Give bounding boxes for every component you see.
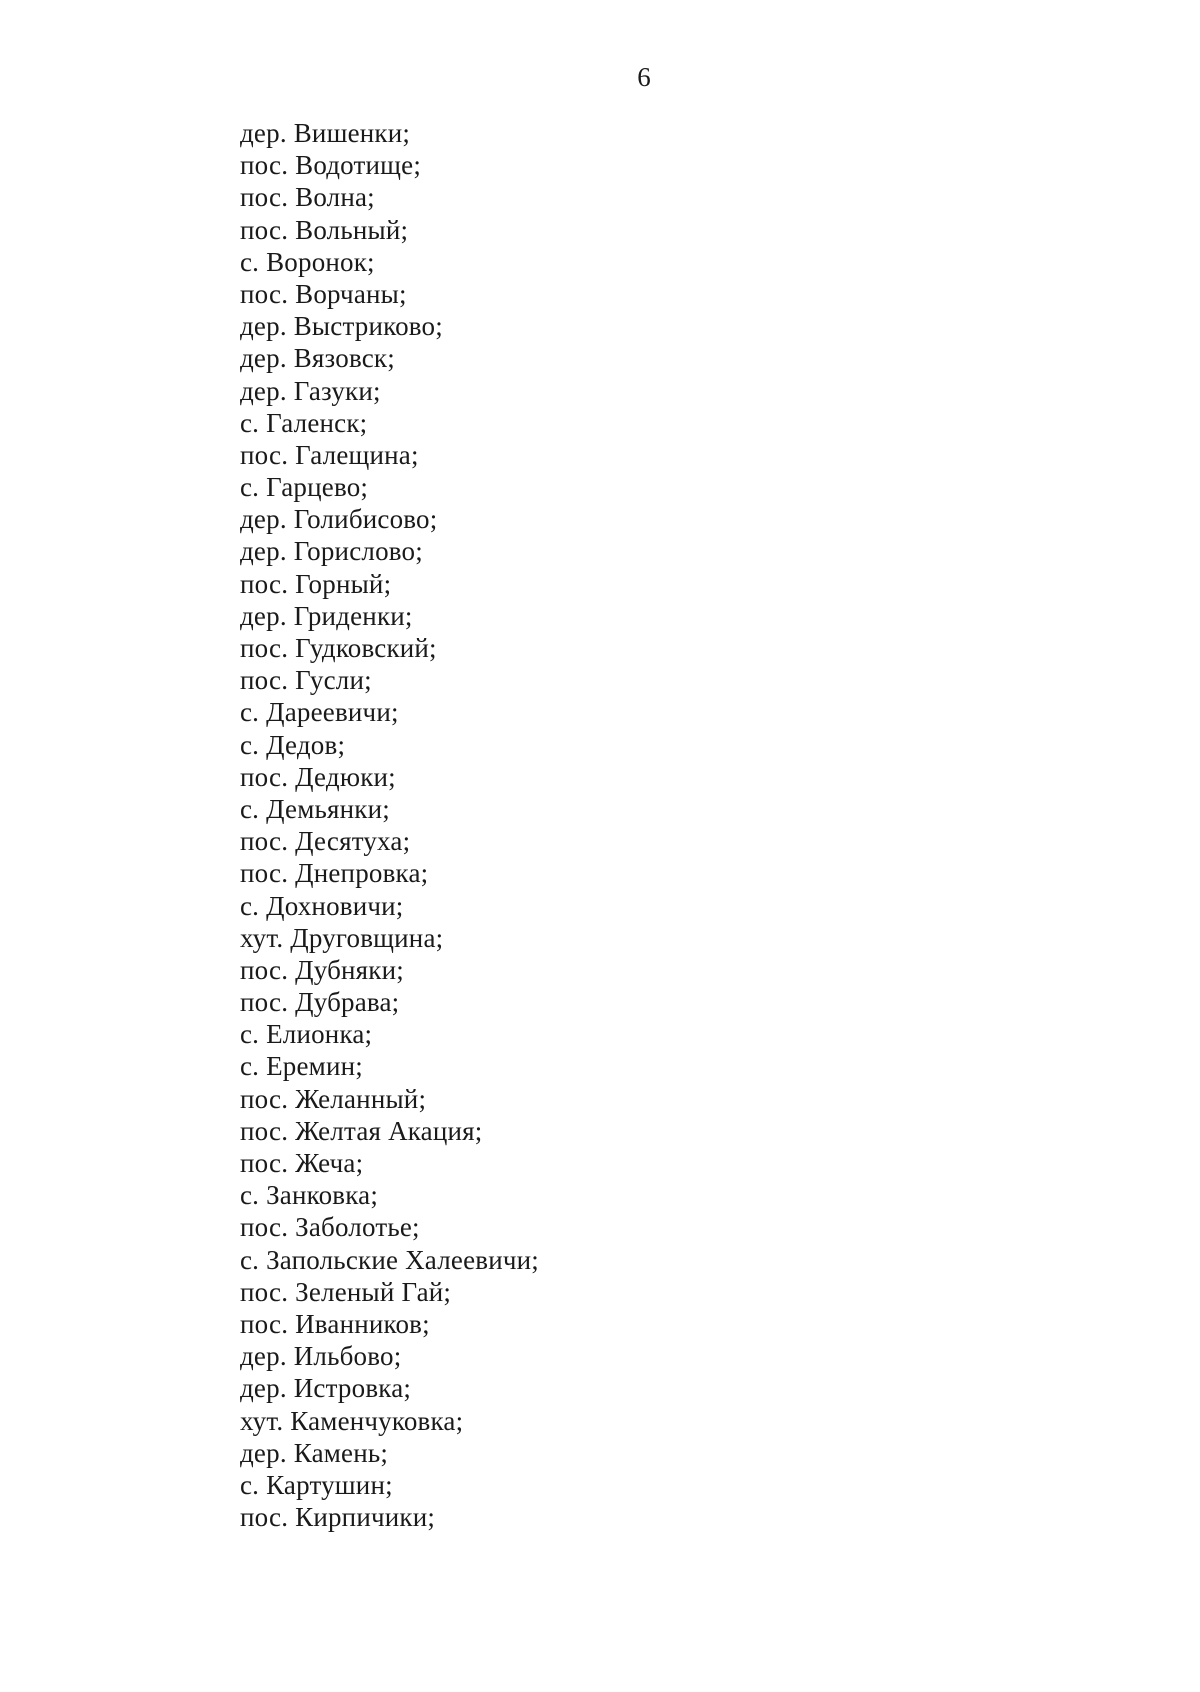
- settlement-item: дер. Вязовск;: [240, 343, 395, 374]
- settlement-item: дер. Камень;: [240, 1437, 389, 1468]
- settlement-item: пос. Горный;: [240, 568, 392, 599]
- settlement-item: с. Еремин;: [240, 1051, 363, 1082]
- settlement-item: пос. Заболотье;: [240, 1212, 420, 1243]
- settlement-item: пос. Днепровка;: [240, 858, 429, 889]
- settlement-item: с. Галенск;: [240, 407, 368, 438]
- settlement-item: пос. Вольный;: [240, 214, 409, 245]
- settlement-item: с. Демьянки;: [240, 793, 390, 824]
- settlement-item: пос. Кирпичики;: [240, 1502, 436, 1533]
- settlement-item: пос. Гудковский;: [240, 633, 437, 663]
- settlement-list: [240, 117, 539, 1533]
- settlement-item: пос. Галещина;: [240, 439, 419, 470]
- settlement-item: пос. Волна;: [240, 182, 375, 213]
- settlement-item: пос. Жеча;: [240, 1148, 364, 1178]
- settlement-item: с. Дедов;: [240, 729, 346, 760]
- settlement-item: пос. Десятуха;: [240, 826, 411, 857]
- settlement-item: дер. Истровка;: [240, 1373, 412, 1404]
- settlement-item: дер. Гриденки;: [240, 600, 413, 631]
- settlement-item: с. Гарцево;: [240, 472, 369, 503]
- settlement-item: пос. Водотище;: [240, 150, 422, 181]
- settlement-item: пос. Зеленый Гай;: [240, 1276, 452, 1307]
- settlement-item: пос. Дедюки;: [240, 761, 396, 792]
- settlement-item: пос. Гусли;: [240, 665, 372, 696]
- settlement-item: пос. Желанный;: [240, 1083, 427, 1114]
- settlement-item: пос. Дубрава;: [240, 987, 400, 1018]
- settlement-item: с. Дареевичи;: [240, 697, 399, 728]
- settlement-item: дер. Газуки;: [240, 375, 381, 406]
- settlement-item: хут. Друговщина;: [240, 922, 444, 953]
- settlement-item: дер. Выстриково;: [240, 311, 443, 342]
- settlement-item: дер. Горислово;: [240, 536, 423, 567]
- settlement-item: дер. Вишенки;: [240, 118, 411, 148]
- settlement-item: с. Картушин;: [240, 1469, 393, 1500]
- page-number: 6: [637, 62, 651, 92]
- settlement-item: с. Воронок;: [240, 246, 375, 277]
- settlement-item: с. Дохновичи;: [240, 890, 404, 921]
- settlement-item: хут. Каменчуковка;: [240, 1405, 464, 1436]
- settlement-item: с. Елионка;: [240, 1019, 373, 1050]
- settlement-item: дер. Ильбово;: [240, 1341, 402, 1372]
- settlement-item: пос. Ворчаны;: [240, 278, 407, 309]
- settlement-item: дер. Голибисово;: [240, 504, 438, 535]
- settlement-item: пос. Дубняки;: [240, 954, 404, 985]
- settlement-item: с. Занковка;: [240, 1180, 379, 1211]
- settlement-item: с. Запольские Халеевичи;: [240, 1244, 539, 1275]
- settlement-item: пос. Желтая Акация;: [240, 1115, 483, 1146]
- settlement-item: пос. Иванников;: [240, 1308, 430, 1339]
